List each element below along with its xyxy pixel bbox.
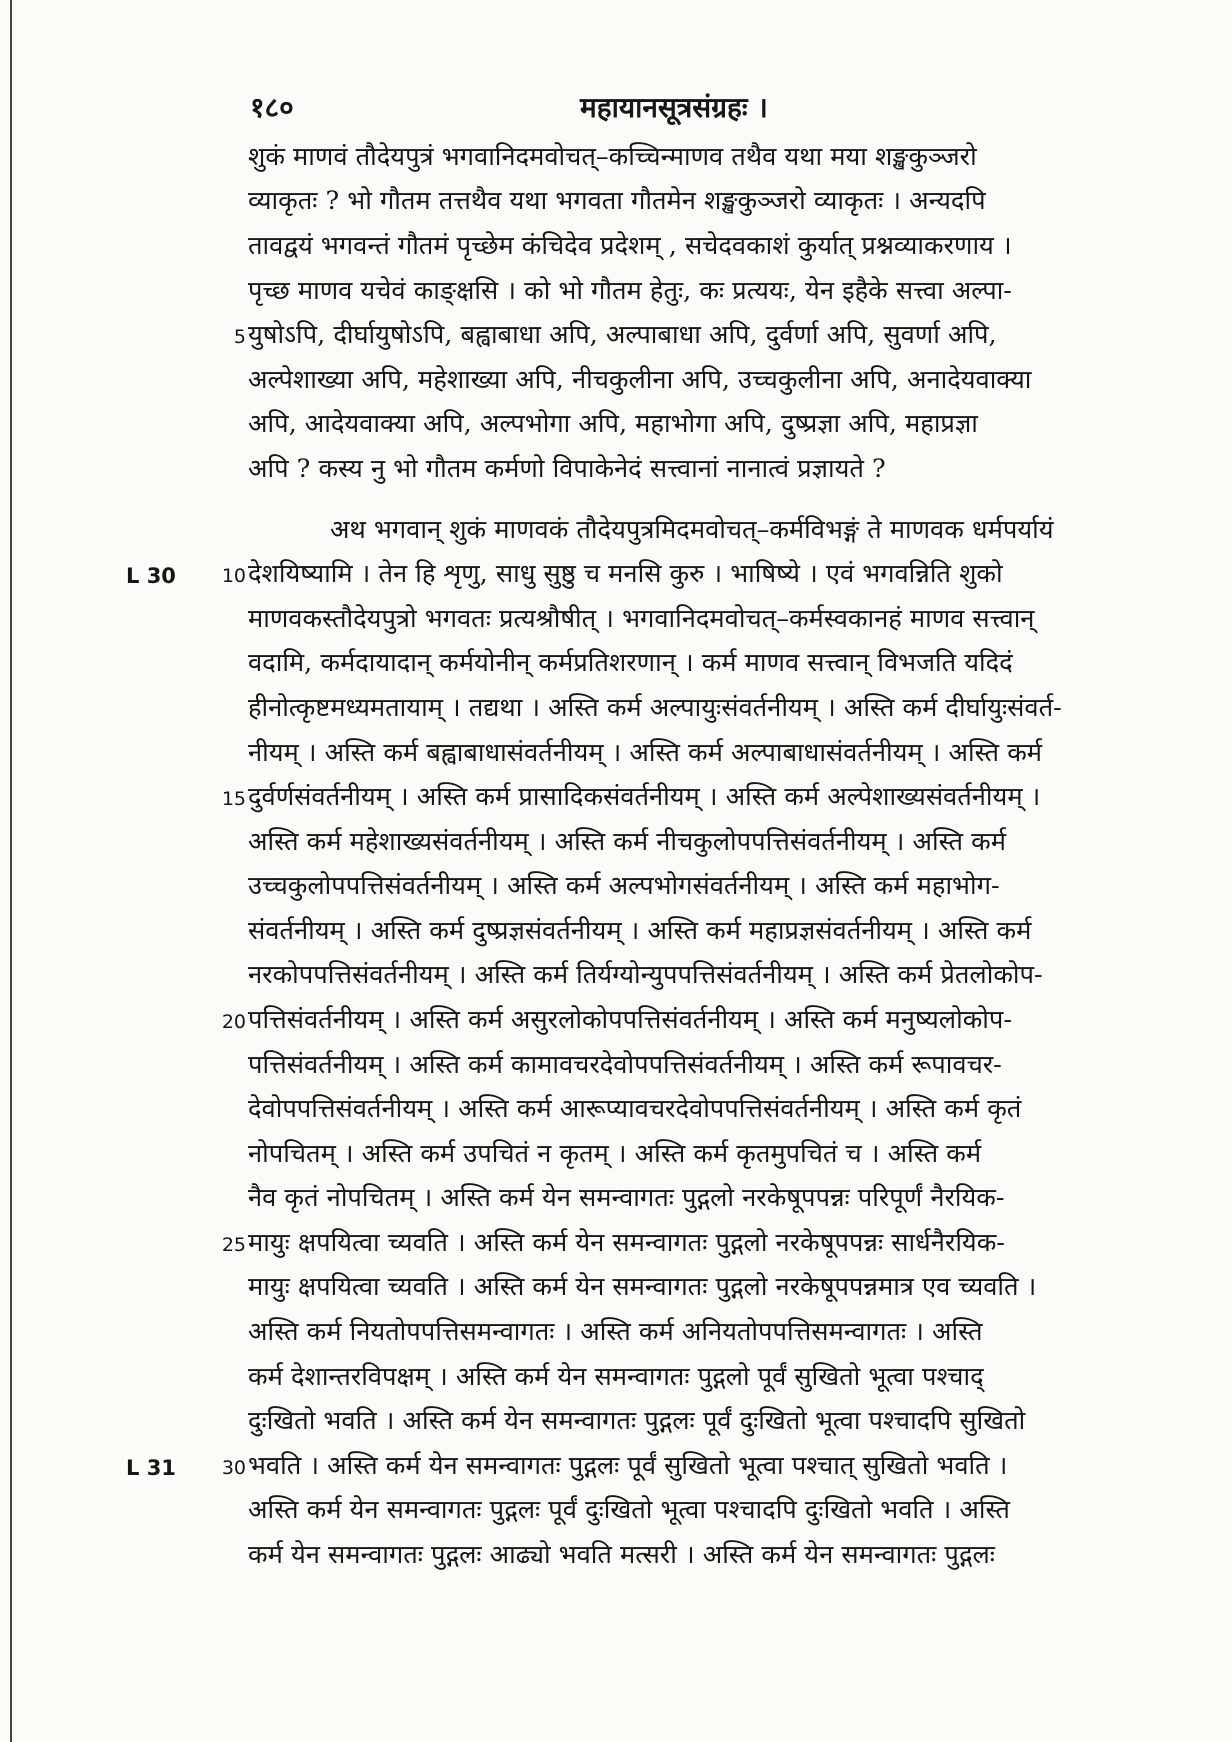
binding-edge-line bbox=[10, 0, 12, 1742]
text-line: अल्पेशाख्या अपि, महेशाख्या अपि, नीचकुलीना अपि, उच्चकुलीना अपि, अनादेयवाक्या bbox=[248, 365, 1032, 395]
text-line: दुःखितो भवति । अस्ति कर्म येन समन्वागतः पुद्गलः पूर्वं दुःखितो भूत्वा पश्चादपि सुखितो bbox=[248, 1406, 1026, 1436]
text-line: देवोपपत्तिसंवर्तनीयम् । अस्ति कर्म आरूप्यावचरदेवोपपत्तिसंवर्तनीयम् । अस्ति कर्म कृतं bbox=[248, 1094, 1022, 1124]
line-number: 5 bbox=[233, 326, 246, 348]
text-line: देशयिष्यामि । तेन हि शृणु, साधु सुष्ठु च मनसि कुरु । भाषिष्ये । एवं भगवन्निति शुको bbox=[248, 559, 1003, 589]
text-line: शुकं माणवं तौदेयपुत्रं भगवानिदमवोचत्–कच्चिन्माणव तथैव यथा मया शङ्खकुञ्जरो bbox=[248, 142, 977, 172]
text-line: अस्ति कर्म नियतोपपत्तिसमन्वागतः । अस्ति कर्म अनियतोपपत्तिसमन्वागतः । अस्ति bbox=[248, 1317, 983, 1347]
line-number: 25 bbox=[221, 1234, 246, 1256]
text-line: नैव कृतं नोपचितम् । अस्ति कर्म येन समन्वागतः पुद्गलो नरकेषूपपन्नः परिपूर्णं नैरयिक- bbox=[248, 1183, 1005, 1213]
text-line: माणवकस्तौदेयपुत्रो भगवतः प्रत्यश्रौषीत् । भगवानिदमवोचत्–कर्मस्वकानहं माणव सत्त्वान् bbox=[248, 604, 1035, 634]
text-line: मायुः क्षपयित्वा च्यवति । अस्ति कर्म येन समन्वागतः पुद्गलो नरकेषूपपन्नमात्र एव च्यवति । bbox=[248, 1272, 1037, 1302]
line-number: 15 bbox=[221, 788, 246, 810]
text-line: नीयम् । अस्ति कर्म बह्वाबाधासंवर्तनीयम् । अस्ति कर्म अल्पाबाधासंवर्तनीयम् । अस्ति कर्म bbox=[248, 738, 1043, 768]
text-line: नरकोपपत्तिसंवर्तनीयम् । अस्ति कर्म तिर्यग्योन्युपपत्तिसंवर्तनीयम् । अस्ति कर्म प्रेतलोकोप- bbox=[248, 960, 1043, 990]
margin-reference: L 31 bbox=[126, 1456, 176, 1480]
text-line: अपि ? कस्य नु भो गौतम कर्मणो विपाकेनेदं सत्त्वानां नानात्वं प्रज्ञायते ? bbox=[248, 454, 886, 484]
text-line: कर्म येन समन्वागतः पुद्गलः आढ्यो भवति मत्सरी । अस्ति कर्म येन समन्वागतः पुद्गलः bbox=[248, 1540, 995, 1570]
text-line: कर्म देशान्तरविपक्षम् । अस्ति कर्म येन समन्वागतः पुद्गलो पूर्वं सुखितो भूत्वा पश्चाद् bbox=[248, 1362, 984, 1392]
text-line: हीनोत्कृष्टमध्यमतायाम् । तद्यथा । अस्ति कर्म अल्पायुःसंवर्तनीयम् । अस्ति कर्म दीर्घायुःसंवर्त- bbox=[248, 693, 1062, 723]
line-number: 30 bbox=[221, 1457, 246, 1479]
running-title: महायानसूत्रसंग्रहः । bbox=[580, 91, 768, 124]
page-number: १८० bbox=[250, 91, 294, 124]
text-line: मायुः क्षपयित्वा च्यवति । अस्ति कर्म येन समन्वागतः पुद्गलो नरकेषूपपन्नः सार्धनैरयिक- bbox=[248, 1228, 1005, 1258]
text-line: तावद्वयं भगवन्तं गौतमं पृच्छेम कंचिदेव प्रदेशम् , सचेदवकाशं कुर्यात् प्रश्नव्याकरणाय । bbox=[248, 231, 1012, 261]
running-header bbox=[250, 88, 1150, 128]
text-line: अपि, आदेयवाक्या अपि, अल्पभोगा अपि, महाभोगा अपि, दुष्प्रज्ञा अपि, महाप्रज्ञा bbox=[248, 409, 978, 439]
text-line: युषोऽपि, दीर्घायुषोऽपि, बह्वाबाधा अपि, अल्पाबाधा अपि, दुर्वर्णा अपि, सुवर्णा अपि, bbox=[248, 320, 997, 350]
line-number: 20 bbox=[221, 1011, 246, 1033]
text-line: अथ भगवान् शुकं माणवकं तौदेयपुत्रमिदमवोचत्–कर्मविभङ्गं ते माणवक धर्मपर्यायं bbox=[330, 515, 1054, 545]
text-line: दुर्वर्णसंवर्तनीयम् । अस्ति कर्म प्रासादिकसंवर्तनीयम् । अस्ति कर्म अल्पेशाख्यसंवर्तनीयम् । bbox=[248, 782, 1041, 812]
text-line: भवति । अस्ति कर्म येन समन्वागतः पुद्गलः पूर्वं सुखितो भूत्वा पश्चात् सुखितो भवति । bbox=[248, 1451, 1008, 1481]
text-line: नोपचितम् । अस्ति कर्म उपचितं न कृतम् । अस्ति कर्म कृतमुपचितं च । अस्ति कर्म bbox=[248, 1139, 982, 1169]
text-line: वदामि, कर्मदायादान् कर्मयोनीन् कर्मप्रतिशरणान् । कर्म माणव सत्त्वान् विभजति यदिदं bbox=[248, 648, 1013, 678]
text-line: पत्तिसंवर्तनीयम् । अस्ति कर्म कामावचरदेवोपपत्तिसंवर्तनीयम् । अस्ति कर्म रूपावचर- bbox=[248, 1050, 1002, 1080]
text-line: अस्ति कर्म महेशाख्यसंवर्तनीयम् । अस्ति कर्म नीचकुलोपपत्तिसंवर्तनीयम् । अस्ति कर्म bbox=[248, 827, 1006, 857]
text-line: उच्चकुलोपपत्तिसंवर्तनीयम् । अस्ति कर्म अल्पभोगसंवर्तनीयम् । अस्ति कर्म महाभोग- bbox=[248, 871, 1000, 901]
line-number: 10 bbox=[221, 565, 246, 587]
text-line: अस्ति कर्म येन समन्वागतः पुद्गलः पूर्वं दुःखितो भूत्वा पश्चादपि दुःखितो भवति । अस्ति bbox=[248, 1495, 1010, 1525]
text-line: पृच्छ माणव यचेवं काङ्क्षसि । को भो गौतम हेतुः, कः प्रत्ययः, येन इहैके सत्त्वा अल्पा- bbox=[248, 276, 1012, 306]
text-line: संवर्तनीयम् । अस्ति कर्म दुष्प्रज्ञसंवर्तनीयम् । अस्ति कर्म महाप्रज्ञसंवर्तनीयम् । अस्ति कर्म bbox=[248, 916, 1032, 946]
text-line: व्याकृतः ? भो गौतम तत्तथैव यथा भगवता गौतमेन शङ्खकुञ्जरो व्याकृतः । अन्यदपि bbox=[248, 186, 986, 216]
text-line: पत्तिसंवर्तनीयम् । अस्ति कर्म असुरलोकोपपत्तिसंवर्तनीयम् । अस्ति कर्म मनुष्यलोकोप- bbox=[248, 1005, 1012, 1035]
margin-reference: L 30 bbox=[126, 564, 176, 588]
